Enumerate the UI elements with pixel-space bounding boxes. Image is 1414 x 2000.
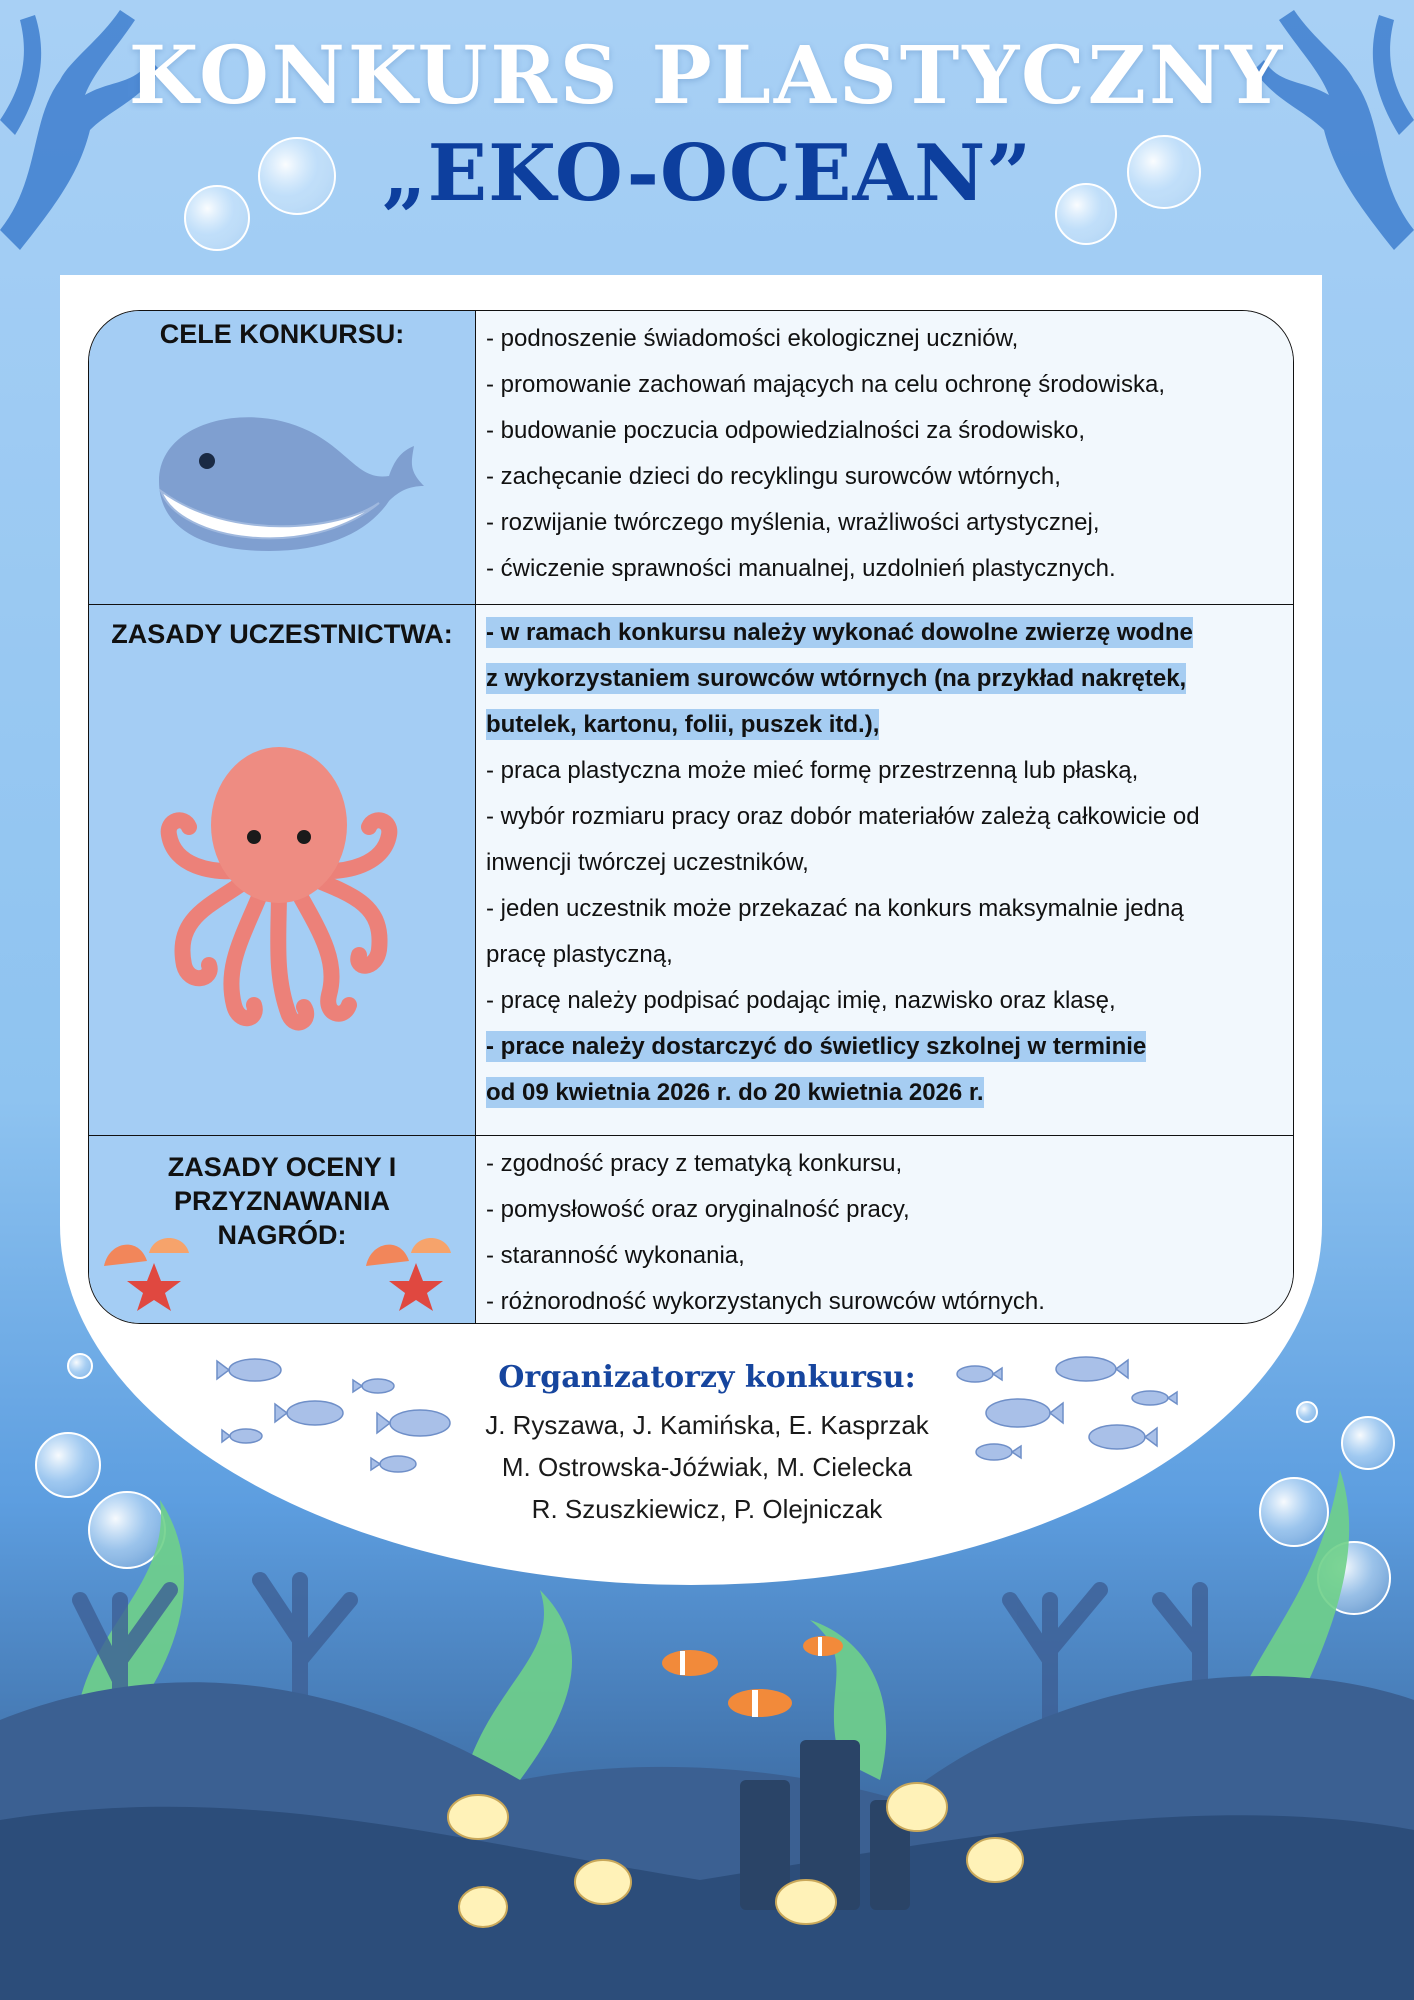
goal-item: - podnoszenie świadomości ekologicznej uczniów, [486, 325, 1019, 352]
section-participation [89, 605, 1293, 1136]
goal-item: - zachęcanie dzieci do recyklingu surowców wtórnych, [486, 463, 1061, 490]
section-goals-list [486, 316, 1286, 592]
rule-item: pracę plastyczną, [486, 941, 673, 968]
section-participation-left [89, 605, 476, 1135]
whale-icon [139, 391, 439, 571]
section-evaluation [89, 1136, 1293, 1323]
section-goals-left [89, 311, 476, 604]
organizers-names-line: J. Ryszawa, J. Kamińska, E. Kasprzak [485, 1410, 929, 1440]
section-goals-right [476, 311, 1293, 604]
criteria-item: - pomysłowość oraz oryginalność pracy, [486, 1196, 910, 1223]
section-participation-list [486, 610, 1286, 1116]
section-participation-right [476, 605, 1293, 1135]
criteria-item: - zgodność pracy z tematyką konkursu, [486, 1150, 903, 1177]
section-participation-heading: ZASADY UCZESTNICTWA: [111, 619, 453, 649]
rule-highlight: - w ramach konkursu należy wykonać dowolne zwierzę wodne [486, 619, 1193, 646]
poster-title-line2: „EKO-OCEAN” [381, 128, 1033, 219]
rule-item [486, 1070, 1286, 1116]
rule-item: - pracę należy podpisać podając imię, nazwisko oraz klasę, [486, 987, 1116, 1014]
goal-item: - ćwiczenie sprawności manualnej, uzdolnień plastycznych. [486, 555, 1116, 582]
rule-item: - praca plastyczna może mieć formę przestrzenną lub płaską, [486, 757, 1139, 784]
section-evaluation-list [486, 1141, 1286, 1324]
goal-item: - rozwijanie twórczego myślenia, wrażliwości artystycznej, [486, 509, 1100, 536]
rule-highlight: butelek, kartonu, folii, puszek itd.), [486, 711, 880, 738]
shells-starfish-icon [361, 1231, 461, 1316]
evaluation-heading-line: PRZYZNAWANIA [174, 1186, 390, 1216]
evaluation-heading-line: ZASADY OCENY I [167, 1152, 397, 1182]
goal-item: - promowanie zachowań mających na celu ochronę środowiska, [486, 371, 1166, 398]
rule-item [486, 702, 1286, 748]
organizers-names-line: M. Ostrowska-Jóźwiak, M. Cielecka [501, 1452, 913, 1482]
poster-title-line1: KONKURS PLASTYCZNY [128, 28, 1286, 122]
evaluation-heading-line: NAGRÓD: [217, 1220, 347, 1250]
contest-rules-table [88, 310, 1294, 1324]
section-goals-heading: CELE KONKURSU: [159, 319, 405, 349]
rule-item [486, 1024, 1286, 1070]
goal-item: - budowanie poczucia odpowiedzialności za środowisko, [486, 417, 1086, 444]
octopus-icon [154, 725, 404, 1035]
criteria-item: - różnorodność wykorzystanych surowców wtórnych. [486, 1288, 1045, 1315]
section-evaluation-right [476, 1136, 1293, 1323]
organizers-names-line: R. Szuszkiewicz, P. Olejniczak [531, 1494, 883, 1524]
rule-highlight: z wykorzystaniem surowców wtórnych (na przykład nakrętek, [486, 665, 1187, 692]
rule-item [486, 656, 1286, 702]
criteria-item: - staranność wykonania, [486, 1242, 745, 1269]
rule-highlight: - prace należy dostarczyć do świetlicy szkolnej w terminie [486, 1033, 1147, 1060]
section-goals [89, 311, 1293, 605]
section-evaluation-left [89, 1136, 476, 1323]
shells-starfish-icon [99, 1231, 199, 1316]
rule-item: - wybór rozmiaru pracy oraz dobór materiałów zależą całkowicie od [486, 803, 1200, 830]
rule-item: - jeden uczestnik może przekazać na konkurs maksymalnie jedną [486, 895, 1184, 922]
rule-item [486, 610, 1286, 656]
rule-highlight: od 09 kwietnia 2026 r. do 20 kwietnia 2026 r. [486, 1079, 984, 1106]
rule-item: inwencji twórczej uczestników, [486, 849, 809, 876]
organizers-title: Organizatorzy konkursu: [498, 1360, 916, 1395]
